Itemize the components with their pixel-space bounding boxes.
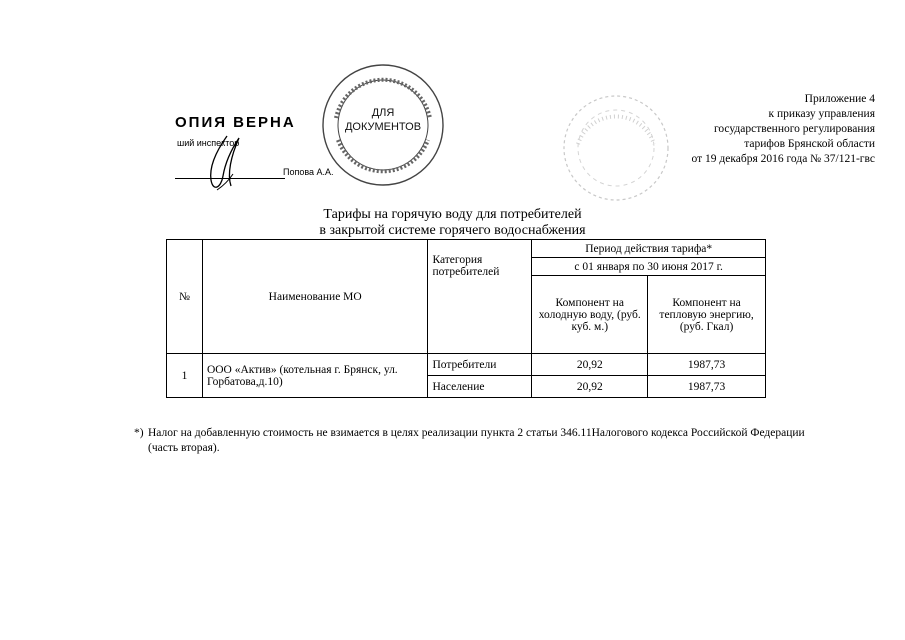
row-category: Потребители <box>428 354 532 376</box>
header-num: № <box>167 240 203 354</box>
stamp-copy-title: ОПИЯ ВЕРНА <box>175 114 296 131</box>
header-mo-name: Наименование МО <box>202 240 428 354</box>
title-line-1: Тарифы на горячую воду для потребителей <box>323 207 582 222</box>
appendix-authority-2: тарифов Брянской области <box>744 138 875 150</box>
appendix-title: Приложение 4 <box>804 93 875 105</box>
appendix-header <box>692 92 875 167</box>
row-mo-name: ООО «Актив» (котельная г. Брянск, ул. Горбатова,д.10) <box>202 354 428 398</box>
footnote-text: Налог на добавленную стоимость не взимается в целях реализации пункта 2 статьи 346.11Налогового кодекса Российской Федерации (часть вторая). <box>148 427 805 454</box>
footnote <box>134 426 814 456</box>
signature-line <box>175 178 285 179</box>
row-heat: 1987,73 <box>648 376 766 398</box>
row-heat: 1987,73 <box>648 354 766 376</box>
header-period: Период действия тарифа* <box>532 240 766 258</box>
seal-icon <box>318 60 448 190</box>
faint-seal-icon <box>556 88 676 208</box>
row-cold-water: 20,92 <box>532 376 648 398</box>
appendix-order-ref: к приказу управления <box>768 108 875 120</box>
stamp-copy-name: Попова А.А. <box>283 167 334 177</box>
header-cold-water: Компонент на холодную воду, (руб. куб. м.) <box>532 276 648 354</box>
appendix-order-date: от 19 декабря 2016 года № 37/121-гвс <box>691 153 875 165</box>
header-category: Категория потребителей <box>428 240 532 354</box>
header-period-range: с 01 января по 30 июня 2017 г. <box>532 258 766 276</box>
header-heat: Компонент на тепловую энергию, (руб. Гкал) <box>648 276 766 354</box>
svg-text:ДЛЯ: ДЛЯ <box>371 107 395 119</box>
round-seal <box>318 60 448 190</box>
table-row <box>167 354 766 376</box>
stamp-copy-position: ший инспектор <box>177 138 240 148</box>
appendix-authority-1: государственного регулирования <box>713 123 875 135</box>
row-cold-water: 20,92 <box>532 354 648 376</box>
tariff-table <box>166 239 766 398</box>
title-line-2: в закрытой системе горячего водоснабжения <box>319 223 586 238</box>
faint-seal <box>556 88 676 208</box>
row-num: 1 <box>167 354 203 398</box>
footnote-mark: *) <box>134 427 144 439</box>
document-title <box>0 207 905 239</box>
signature-icon <box>187 130 257 196</box>
svg-text:ДОКУМЕНТОВ: ДОКУМЕНТОВ <box>344 121 422 133</box>
row-category: Население <box>428 376 532 398</box>
